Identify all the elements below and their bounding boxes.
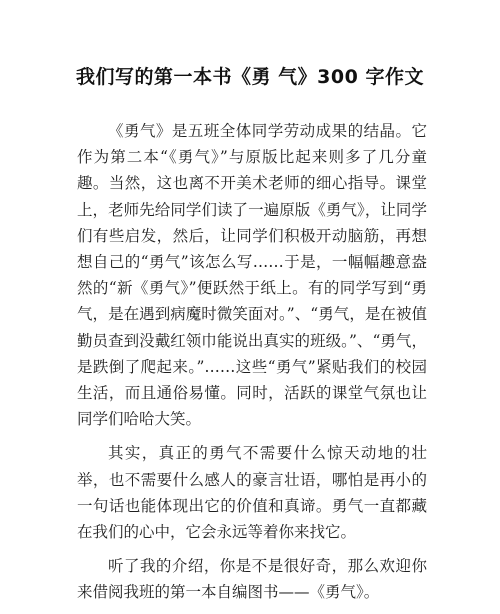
document-title: 我们写的第一本书《勇 气》300 字作文 [76, 66, 424, 88]
paragraph-3: 听了我的介绍，你是不是很好奇，那么欢迎你来借阅我班的第一本自编图书——《勇气》。 [77, 557, 427, 602]
document-body [77, 118, 427, 614]
paragraph-1: 《勇气》是五班全体同学劳动成果的结晶。它作为第二本“《勇气》”与原版比起来则多了几分童趣。当然，这也离不开美术老师的细心指导。课堂上，老师先给同学们读了一遍原版《勇气》，让同学们有些启发，然后，让同学们积极开动脑筋，再想想自己的“勇气”该怎么写……于是，一幅幅趣意盎然的“新《勇气》”便跃然于纸上。有的同学写到“勇气，是在遇到病魔时微笑面对。”、“勇气，是在被值勤员查到没戴红领巾能说出真实的班级。”、“勇气，是跌倒了爬起来。”……这些“勇气”紧贴我们的校园生活，而且通俗易懂。同时，活跃的课堂气氛也让同学们哈哈大笑。 [77, 122, 427, 429]
paragraph-2: 其实，真正的勇气不需要什么惊天动地的壮举，也不需要什么感人的豪言壮语，哪怕是再小的一句话也能体现出它的价值和真谛。勇气一直都藏在我们的心中，它会永远等着你来找它。 [77, 444, 427, 542]
